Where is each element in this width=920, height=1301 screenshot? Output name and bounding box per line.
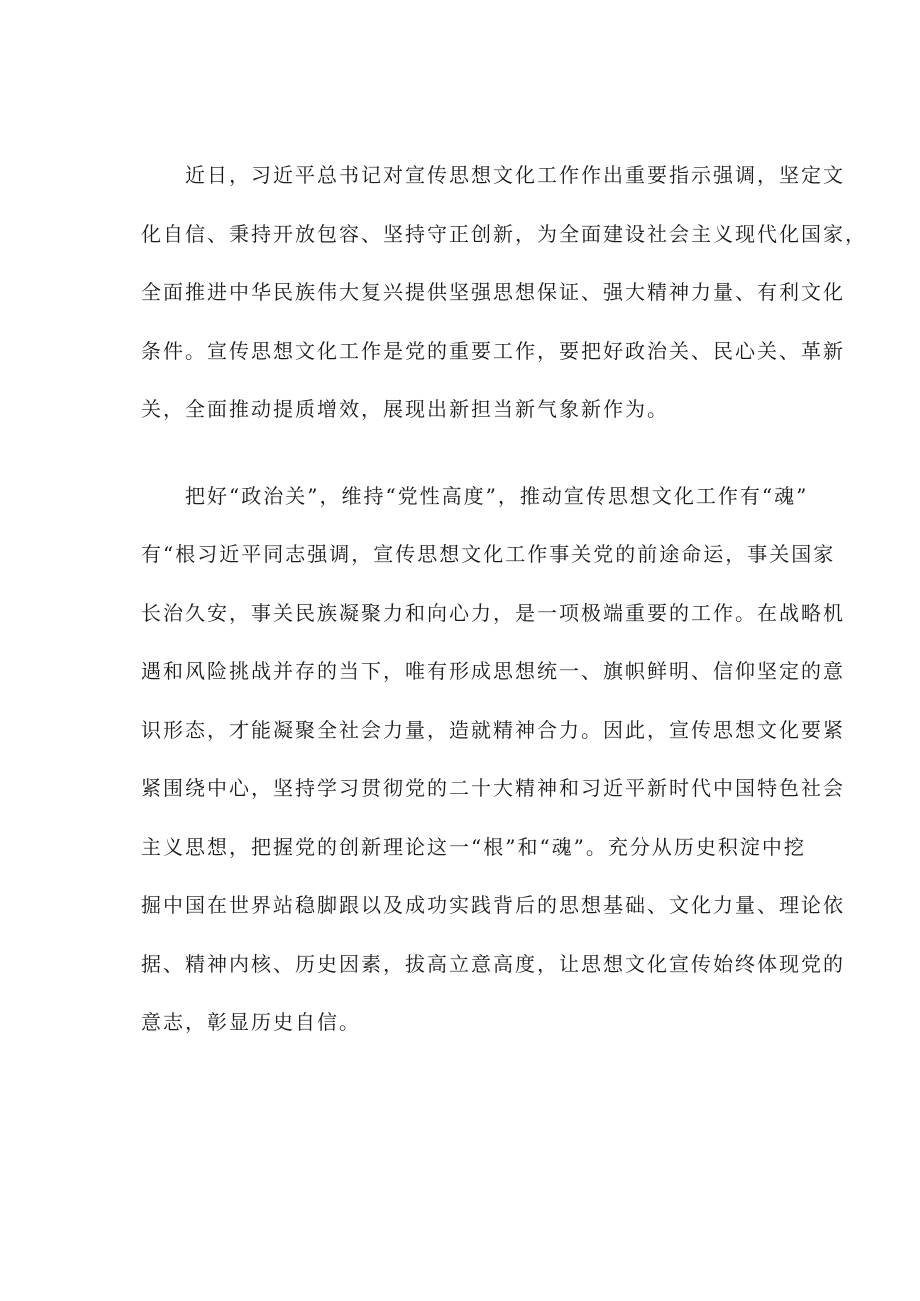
paragraph-line: 关，全面推动提质增效，展现出新担当新气象新作为。 bbox=[141, 397, 669, 421]
paragraph-line: 化自信、秉持开放包容、坚持守正创新，为全面建设社会主义现代化国家， bbox=[141, 221, 867, 246]
paragraph-line: 遇和风险挑战并存的当下，唯有形成思想统一、旗帜鲜明、信仰坚定的意 bbox=[141, 659, 845, 683]
paragraph-line: 全面推进中华民族伟大复兴提供坚强思想保证、强大精神力量、有利文化 bbox=[141, 280, 845, 304]
paragraph-line: 有“根习近平同志强调，宣传思想文化工作事关党的前途命运，事关国家 bbox=[141, 542, 836, 566]
paragraph-2 bbox=[141, 467, 845, 1052]
paragraph-line: 掘中国在世界站稳脚跟以及成功实践背后的思想基础、文化力量、理论依 bbox=[141, 893, 845, 917]
paragraph-line: 意志，彰显历史自信。 bbox=[141, 1010, 361, 1034]
paragraph-1 bbox=[141, 146, 867, 439]
paragraph-line: 长治久安，事关民族凝聚力和向心力，是一项极端重要的工作。在战略机 bbox=[141, 600, 845, 625]
paragraph-line: 近日，习近平总书记对宣传思想文化工作作出重要指示强调，坚定文 bbox=[185, 163, 845, 187]
paragraph-line: 据、精神内核、历史因素，拔高立意高度，让思想文化宣传始终体现党的 bbox=[141, 951, 845, 976]
paragraph-line: 条件。宣传思想文化工作是党的重要工作，要把好政治关、民心关、革新 bbox=[141, 338, 845, 363]
paragraph-line: 紧围绕中心，坚持学习贯彻党的二十大精神和习近平新时代中国特色社会 bbox=[141, 776, 845, 800]
paragraph-line: 识形态，才能凝聚全社会力量，造就精神合力。因此，宣传思想文化要紧 bbox=[141, 717, 845, 742]
paragraph-line: 把好“政治关”，维持“党性高度”，推动宣传思想文化工作有“魂” bbox=[185, 483, 809, 508]
paragraph-line: 主义思想，把握党的创新理论这一“根”和“魂”。充分从历史积淀中挖 bbox=[141, 834, 806, 859]
paragraph-spacer bbox=[141, 439, 781, 467]
document-body bbox=[141, 146, 867, 1052]
